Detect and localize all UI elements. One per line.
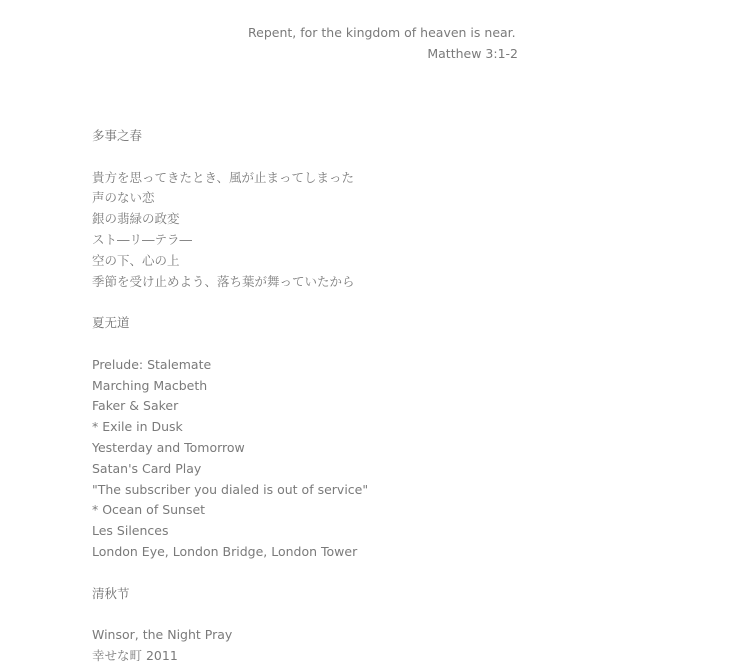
track-item: Faker & Saker [92, 398, 179, 414]
album-listing [92, 126, 712, 667]
track-item: "The subscriber you dialed is out of service" [92, 481, 369, 497]
track-item: * Ocean of Sunset [92, 502, 206, 518]
track-item: スト―リ―テラ― [92, 231, 193, 247]
epigraph [248, 23, 518, 64]
track-item: Yesterday and Tomorrow [92, 439, 245, 455]
album-title: 清秋节 [92, 585, 130, 601]
album-title: 夏无道 [92, 315, 130, 331]
track-item: * Exile in Dusk [92, 419, 183, 435]
track-item: Satan's Card Play [92, 460, 202, 476]
epigraph-verse: Repent, for the kingdom of heaven is near. [248, 25, 516, 40]
track-item: Les Silences [92, 523, 169, 539]
album-title: 多事之春 [92, 128, 143, 143]
track-item: 幸せな町 2011 [92, 647, 178, 663]
epigraph-reference: Matthew 3:1-2 [427, 46, 518, 61]
track-list [92, 625, 712, 667]
track-item: 声のない恋 [92, 190, 155, 206]
album-section [92, 313, 712, 563]
track-item: Winsor, the Night Pray [92, 627, 233, 643]
track-item: Prelude: Stalemate [92, 356, 212, 372]
album-section [92, 126, 712, 292]
track-item: 空の下、心の上 [92, 252, 180, 268]
track-item: 季節を受け止めよう、落ち葉が舞っていたから [92, 273, 355, 289]
track-list [92, 355, 712, 563]
track-item: 貴方を思ってきたとき、風が止まってしまった [92, 169, 355, 185]
track-item: 銀の翡緑の政変 [92, 211, 180, 227]
track-item: Marching Macbeth [92, 377, 208, 393]
album-section [92, 584, 712, 667]
track-list [92, 168, 712, 293]
track-item: London Eye, London Bridge, London Tower [92, 543, 358, 559]
